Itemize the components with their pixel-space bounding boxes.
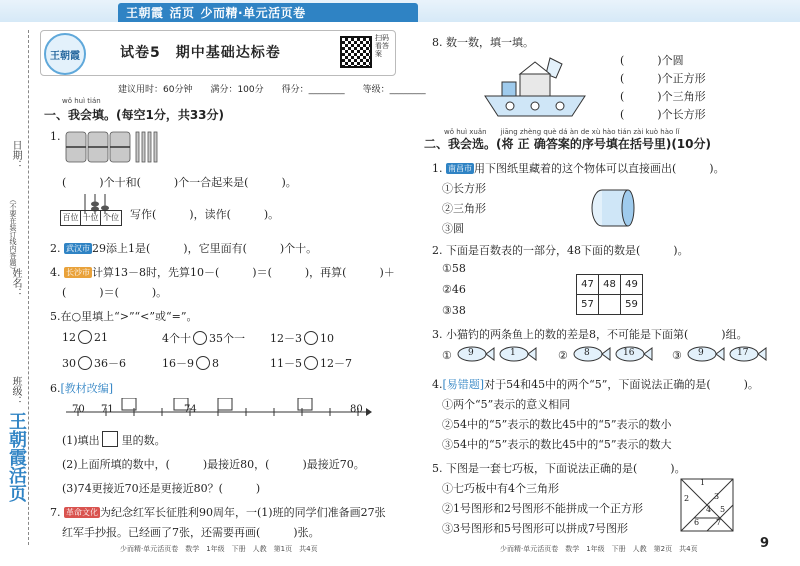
tangram-2: 2 [684, 494, 690, 503]
page-number: 9 [760, 536, 770, 551]
q6-line: 6.[教材改编] [50, 382, 114, 395]
c2-opt2[interactable]: ②46 [442, 283, 466, 296]
exam-info: 建议用时：60分钟 满分：100分 得分：________ 等级：________ [118, 85, 426, 95]
q1-line2: 写作( )，读作( )。 [130, 208, 280, 221]
c3-line: 3. 小猫钓的两条鱼上的数的差是8，不可能是下面第( )组。 [432, 328, 748, 341]
tangram-7: 7 [716, 518, 722, 527]
region-tag: 长沙市 [66, 268, 90, 277]
hundred-chart: 47 48 49 57 59 [576, 274, 643, 315]
fish-3b: 17 [737, 348, 749, 358]
c1-opt2[interactable]: ②三角形 [442, 202, 486, 215]
c1-opt1[interactable]: ①长方形 [442, 182, 486, 195]
answer-box [102, 431, 118, 447]
tick-71: 71 [101, 404, 114, 415]
c5-opt2[interactable]: ②1号图形和2号图形不能拼成一个正方形 [442, 502, 643, 515]
q6-l3: (3)74更接近70还是更接近80？( ) [62, 482, 261, 495]
fish-3a: 9 [698, 348, 704, 358]
q8-line: 8. 数一数，填一填。 [432, 36, 534, 49]
tangram-6: 6 [694, 518, 700, 527]
c4-line: 4.[易错题]对于54和45中的两个“5”，下面说法正确的是( )。 [432, 378, 759, 391]
region-tag: 南昌市 [448, 164, 472, 173]
c5-opt3[interactable]: ③3号图形和5号图形可以拼成7号图形 [442, 522, 628, 535]
c3-opt1[interactable]: ① [442, 349, 452, 362]
date-label: 日期： [10, 140, 21, 170]
tangram-1: 1 [700, 478, 706, 487]
q6-l2: (2)上面所填的数中，( )最接近80，( )最接近70。 [62, 458, 365, 471]
q5-row2c: 11－5 12－7 [270, 357, 352, 370]
c4-opt3[interactable]: ③54中的“5”表示的数比45中的“5”表示的数大 [442, 438, 672, 451]
q4-line1: 4. 长沙市 计算13－8时，先算10－( )＝( )，再算( )＋ [50, 266, 395, 279]
brand-name: 活页 [169, 6, 195, 20]
tick-74: 74 [184, 404, 197, 415]
c5-opt1[interactable]: ①七巧板中有4个三角形 [442, 482, 559, 495]
badge-logo: 王朝霞 [44, 33, 86, 75]
tangram-5: 5 [720, 505, 726, 514]
c4-opt2[interactable]: ②54中的“5”表示的数比45中的“5”表示的数小 [442, 418, 672, 431]
q5-row1: 12 21 [62, 331, 108, 344]
c2-opt3[interactable]: ③38 [442, 304, 466, 317]
c5-line: 5. 下图是一套七巧板，下面说法正确的是( )。 [432, 462, 686, 475]
fish-1a: 9 [468, 348, 474, 358]
c4-opt1[interactable]: ①两个“5”表示的意义相同 [442, 398, 571, 411]
class-label: 班级： [10, 376, 21, 406]
name-label: 姓名： [10, 268, 21, 298]
q6-l1: (1)填出 里的数。 [62, 434, 166, 447]
q5-row2: 30 36－6 [62, 357, 126, 370]
place-value-chart [60, 210, 122, 226]
region-tag: 武汉市 [66, 244, 90, 253]
tangram-4: 4 [706, 505, 712, 514]
qr-caption: 扫码看答案 [375, 34, 389, 58]
pv-ones: 个位 [103, 213, 119, 222]
sec1-pinyin: wǒ huì tián [62, 97, 101, 105]
brand-band [118, 3, 418, 22]
q5-line: 5.在○里填上“>”“<”或“=”。 [50, 310, 198, 323]
footer-right: 少而精·单元活页卷 数学 1年级 下册 人教 第2页 共4页 [500, 545, 698, 553]
fish-1b: 1 [510, 348, 516, 358]
c2-line: 2. 下面是百数表的一部分，48下面的数是( )。 [432, 244, 689, 257]
c1-opt3[interactable]: ③圆 [442, 222, 464, 235]
q4-line2: ( )＝( )。 [62, 286, 168, 299]
q2-line: 2. 武汉市 29添上1是( )，它里面有( )个十。 [50, 242, 318, 255]
q8-item-rectangle: ( )个长方形 [620, 108, 706, 121]
sec1-title: 一、我会填。(每空1分，共33分) [44, 108, 225, 122]
fish-2a: 8 [584, 348, 590, 358]
qr-code-icon[interactable] [340, 36, 372, 68]
binding-line [28, 30, 29, 545]
pv-tens: 十位 [81, 211, 101, 225]
c3-opt3[interactable]: ③ [672, 349, 682, 362]
fish-2b: 16 [623, 348, 635, 358]
boat-rocket-figure [480, 56, 590, 126]
q8-item-triangle: ( )个三角形 [620, 90, 706, 103]
sec2-title: 二、我会选。(将 正 确答案的序号填在括号里)(10分) [424, 137, 711, 151]
cylinder-object-icon [588, 186, 638, 230]
q5-row2b: 16－9 8 [162, 357, 219, 370]
q5-row1b: 4个十 35个一 [162, 332, 245, 345]
c1-line: 1. 南昌市 用下图纸里藏着的这个物体可以直接画出( )。 [432, 162, 725, 175]
tangram-3: 3 [714, 492, 720, 501]
footer-left: 少而精·单元活页卷 数学 1年级 下册 人教 第1页 共4页 [120, 545, 318, 553]
binding-note: （不要在装订线内答题） [9, 196, 17, 273]
q8-item-square: ( )个正方形 [620, 72, 706, 85]
q8-item-circle: ( )个圆 [620, 54, 684, 67]
brand-logo: 王朝霞 [126, 6, 164, 20]
q1-line1: ( )个十和( )个一合起来是( )。 [62, 176, 297, 189]
page-title: 试卷5 期中基础达标卷 [120, 45, 281, 61]
culture-tag: 革命文化 [66, 508, 98, 517]
sec2-pinyin: wǒ huì xuǎn jiāng zhèng què dá àn de xù hào tián zài kuò hào lǐ [444, 128, 680, 136]
pv-hundreds: 百位 [61, 211, 81, 225]
side-logo: 王朝霞活页 [6, 412, 27, 502]
tick-80: 80 [350, 404, 363, 415]
tick-70: 70 [72, 404, 85, 415]
q5-row1c: 12－3 10 [270, 332, 334, 345]
q7-line2: 红军手抄报。已经画了7张，还需要再画( )张。 [62, 526, 320, 539]
q1-num: 1. [50, 130, 61, 143]
brand-slogan: 少而精·单元活页卷 [200, 6, 306, 20]
q7-line1: 7. 革命文化 为纪念红军长征胜利90周年，一(1)班的同学们准备画27张 [50, 506, 386, 519]
stick-bundles-image [64, 128, 164, 168]
c3-opt2[interactable]: ② [558, 349, 568, 362]
c2-opt1[interactable]: ①58 [442, 262, 466, 275]
